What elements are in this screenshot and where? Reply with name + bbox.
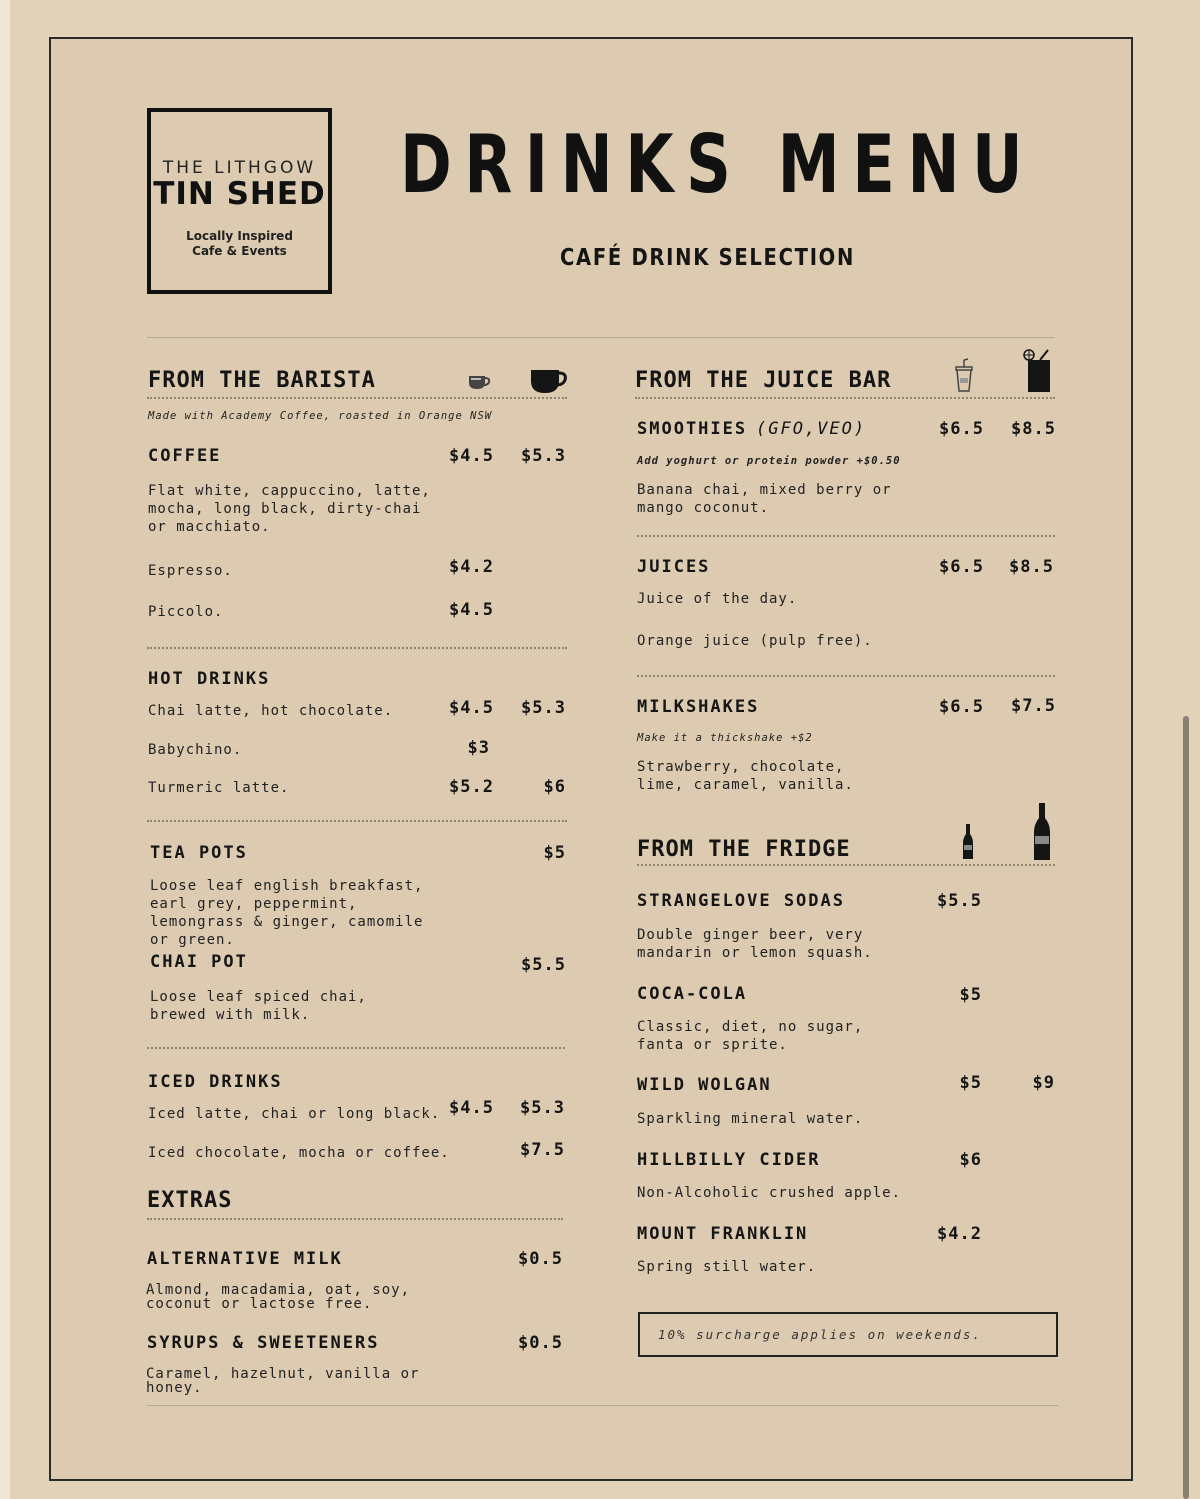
strangelove-sodas-name: STRANGELOVE SODAS: [637, 891, 845, 911]
turmeric-latte-price-small: $5.2: [449, 777, 494, 797]
smoothies-price-small: $6.5: [939, 419, 984, 439]
hillbilly-cider-description: Non-Alcoholic crushed apple.: [637, 1185, 902, 1201]
coffee-price-small: $4.5: [449, 446, 494, 466]
coffee-description: Flat white, cappuccino, latte, mocha, long black, dirty-chai or macchiato.: [148, 483, 431, 535]
coca-cola-price: $5: [959, 985, 982, 1005]
logo-tagline-2: Cafe & Events: [192, 244, 287, 258]
espresso-price: $4.2: [449, 557, 494, 577]
milkshakes-name: MILKSHAKES: [637, 697, 760, 717]
hot-drinks-heading: HOT DRINKS: [148, 669, 271, 689]
chai-latte-name: Chai latte, hot chocolate.: [148, 703, 394, 719]
smoothies-divider: [637, 535, 1055, 537]
juices-divider: [637, 675, 1055, 677]
extras-heading-rule: [147, 1218, 563, 1220]
juices-name: JUICES: [637, 557, 711, 577]
tea-pots-name: TEA POTS: [150, 843, 248, 863]
large-juice-icon: [1022, 348, 1054, 394]
tin-shed-logo: [147, 108, 332, 294]
milkshakes-note: Make it a thickshake +$2: [637, 732, 813, 744]
iced-drinks-heading: ICED DRINKS: [148, 1072, 283, 1092]
chai-latte-price-small: $4.5: [449, 698, 494, 718]
barista-heading-rule: [147, 397, 567, 399]
barista-divider: [147, 647, 567, 649]
smoothies-tag: (GFO,VEO): [756, 419, 867, 439]
milkshakes-price-small: $6.5: [939, 697, 984, 717]
logo-line-1: THE LITHGOW: [162, 158, 317, 178]
babychino-price: $3: [467, 738, 490, 758]
wild-wolgan-price-small: $5: [959, 1073, 982, 1093]
alternative-milk-name: ALTERNATIVE MILK: [147, 1249, 343, 1269]
turmeric-latte-price-large: $6: [543, 777, 566, 797]
alternative-milk-description: Almond, macadamia, oat, soy, coconut or lactose free.: [146, 1282, 411, 1312]
small-cup-icon: [466, 372, 492, 392]
alternative-milk-price: $0.5: [518, 1249, 563, 1269]
footer-divider: [147, 1405, 1058, 1406]
page-margin: [0, 0, 10, 1499]
smoothies-name: SMOOTHIES: [637, 419, 748, 439]
juices-price-large: $8.5: [1009, 557, 1054, 577]
wild-wolgan-description: Sparkling mineral water.: [637, 1111, 864, 1127]
strangelove-sodas-description: Double ginger beer, very mandarin or lemon squash.: [637, 927, 873, 961]
smoothies-price-large: $8.5: [1011, 419, 1056, 439]
tea-pots-description: Loose leaf english breakfast, earl grey, peppermint, lemongrass & ginger, camomile or green.: [150, 878, 424, 948]
page-title: DRINKS MENU: [400, 118, 1036, 211]
scrollbar[interactable]: [1183, 716, 1189, 1499]
tea-pots-price: $5: [543, 843, 566, 863]
wild-wolgan-price-large: $9: [1032, 1073, 1055, 1093]
page-subtitle: CAFÉ DRINK SELECTION: [560, 245, 856, 271]
coca-cola-description: Classic, diet, no sugar, fanta or sprite.: [637, 1019, 864, 1053]
iced-latte-price-large: $5.3: [520, 1098, 565, 1118]
chai-pot-price: $5.5: [521, 955, 566, 975]
iced-chocolate-name: Iced chocolate, mocha or coffee.: [148, 1145, 450, 1161]
turmeric-latte-name: Turmeric latte.: [148, 780, 290, 796]
piccolo-price: $4.5: [449, 600, 494, 620]
coca-cola-name: COCA-COLA: [637, 984, 748, 1004]
hillbilly-cider-name: HILLBILLY CIDER: [637, 1150, 821, 1170]
espresso-name: Espresso.: [148, 563, 233, 579]
iced-latte-price-small: $4.5: [449, 1098, 494, 1118]
coffee-name: COFFEE: [148, 446, 222, 466]
hot-drinks-divider: [147, 820, 567, 822]
mount-franklin-description: Spring still water.: [637, 1259, 817, 1275]
fridge-heading-rule: [637, 864, 1055, 866]
piccolo-name: Piccolo.: [148, 604, 224, 620]
babychino-name: Babychino.: [148, 742, 243, 758]
chai-pot-description: Loose leaf spiced chai, brewed with milk.: [150, 989, 367, 1023]
juice-of-the-day: Juice of the day.: [637, 591, 798, 607]
wild-wolgan-name: WILD WOLGAN: [637, 1075, 772, 1095]
section-heading-fridge: FROM THE FRIDGE: [637, 837, 851, 862]
large-bottle-icon: [1032, 802, 1052, 862]
section-heading-juice-bar: FROM THE JUICE BAR: [635, 368, 892, 393]
juice-heading-rule: [635, 397, 1055, 399]
syrups-description: Caramel, hazelnut, vanilla or honey.: [146, 1366, 420, 1396]
surcharge-text: 10% surcharge applies on weekends.: [658, 1327, 982, 1342]
smoothies-description: Banana chai, mixed berry or mango coconut.: [637, 482, 892, 516]
syrups-price: $0.5: [518, 1333, 563, 1353]
chai-latte-price-large: $5.3: [521, 698, 566, 718]
coffee-price-large: $5.3: [521, 446, 566, 466]
logo-tagline: [151, 229, 328, 259]
strangelove-sodas-price: $5.5: [937, 891, 982, 911]
barista-note: Made with Academy Coffee, roasted in Orange NSW: [148, 410, 493, 422]
mount-franklin-name: MOUNT FRANKLIN: [637, 1224, 809, 1244]
header-divider: [147, 337, 1055, 338]
surcharge-box: [638, 1312, 1058, 1357]
logo-tagline-1: Locally Inspired: [186, 229, 293, 243]
juices-price-small: $6.5: [939, 557, 984, 577]
iced-latte-name: Iced latte, chai or long black.: [148, 1106, 441, 1122]
hillbilly-cider-price: $6: [959, 1150, 982, 1170]
milkshakes-price-large: $7.5: [1011, 696, 1056, 716]
smoothies-note: Add yoghurt or protein powder +$0.50: [637, 455, 901, 467]
section-heading-barista: FROM THE BARISTA: [148, 368, 376, 393]
mount-franklin-price: $4.2: [937, 1224, 982, 1244]
orange-juice: Orange juice (pulp free).: [637, 633, 873, 649]
small-bottle-icon: [961, 823, 975, 861]
logo-line-2: TIN SHED: [153, 176, 326, 212]
small-juice-icon: [952, 358, 976, 394]
iced-chocolate-price: $7.5: [520, 1140, 565, 1160]
section-heading-extras: EXTRAS: [147, 1188, 233, 1213]
tea-divider: [147, 1047, 565, 1049]
large-cup-icon: [530, 367, 568, 395]
chai-pot-name: CHAI POT: [150, 952, 248, 972]
syrups-name: SYRUPS & SWEETENERS: [147, 1333, 380, 1353]
milkshakes-description: Strawberry, chocolate, lime, caramel, vanilla.: [637, 759, 854, 793]
